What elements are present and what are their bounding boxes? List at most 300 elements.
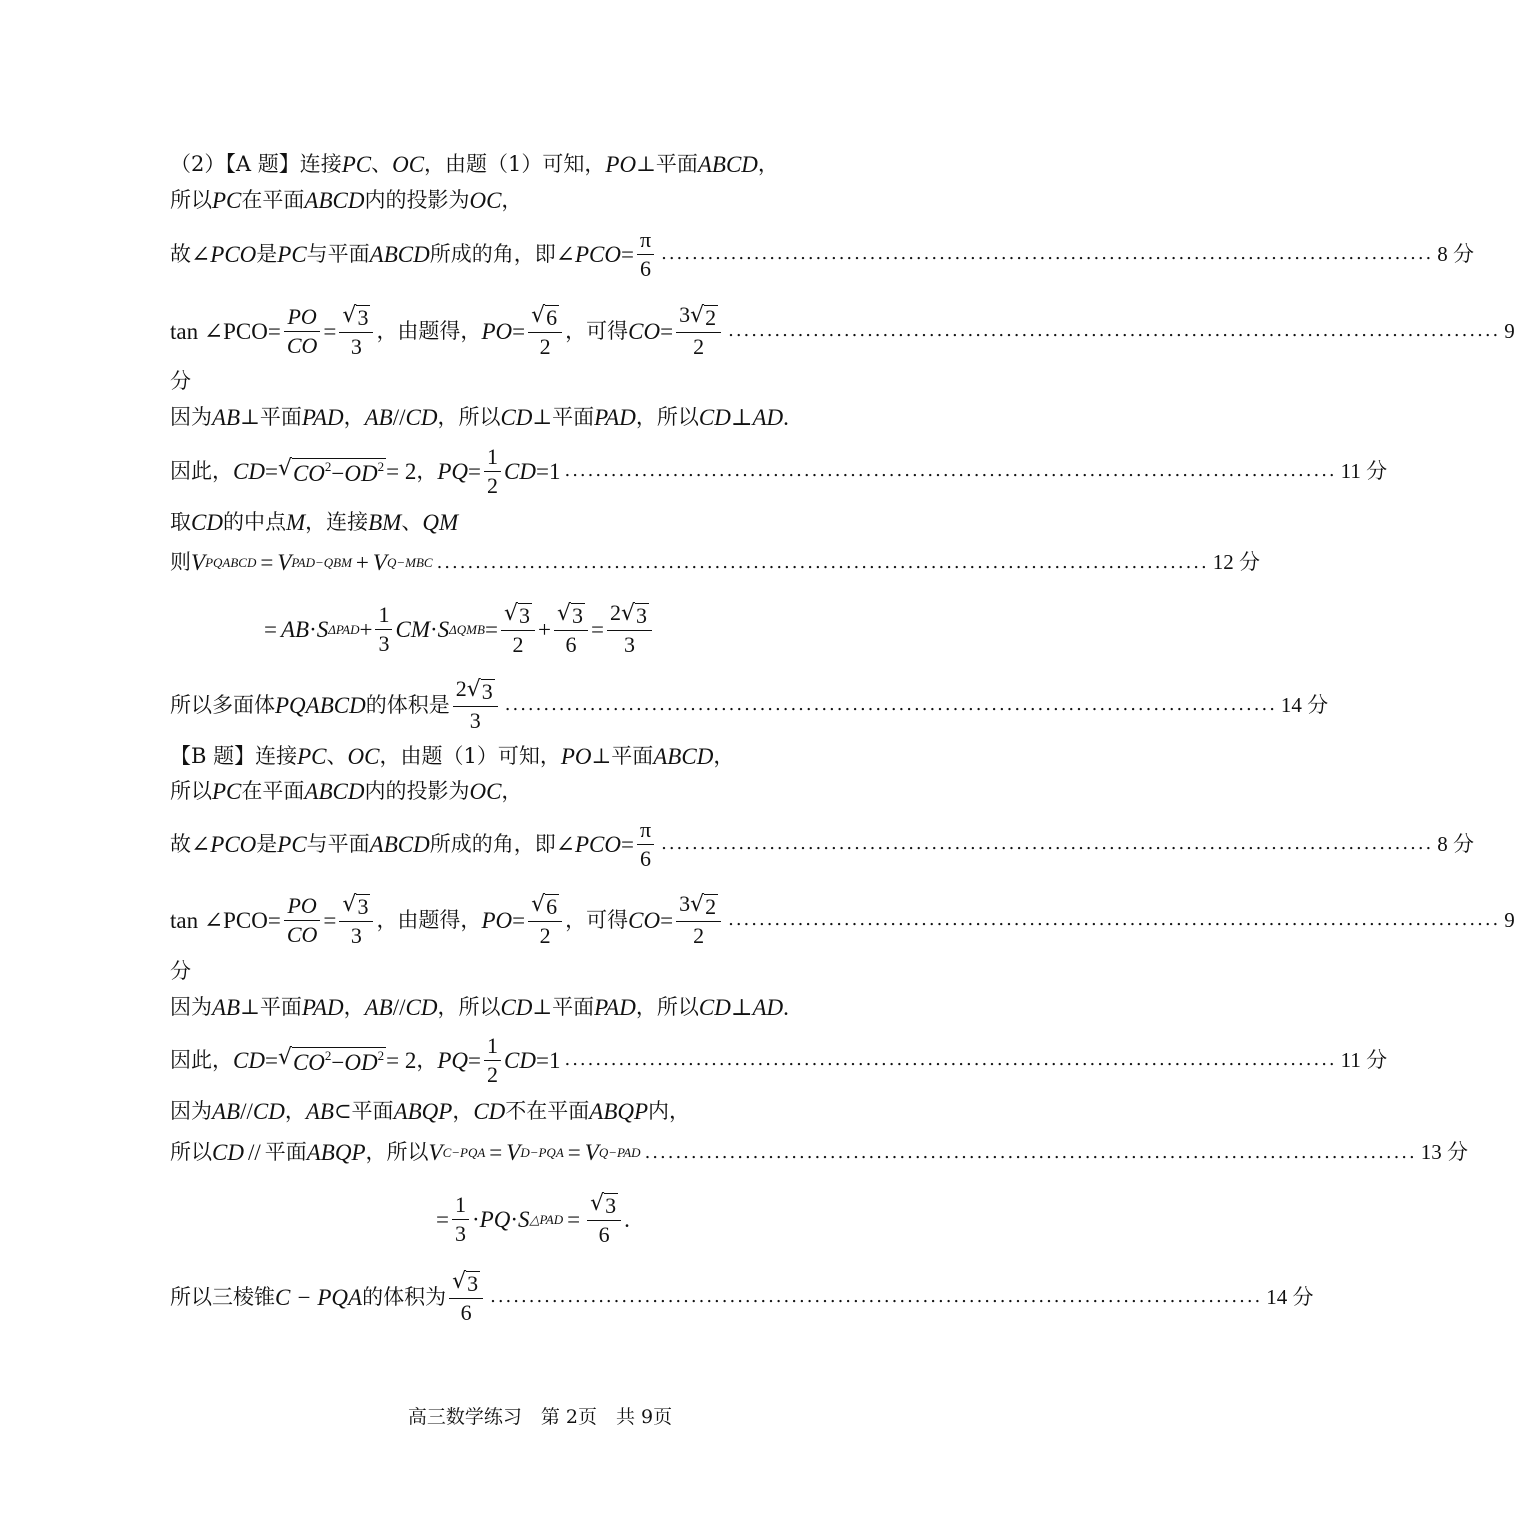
math-var: ABCD bbox=[369, 241, 430, 267]
fraction bbox=[284, 303, 321, 358]
text: ⊥平面 bbox=[532, 995, 595, 1019]
math-var: ABQP bbox=[589, 1099, 649, 1124]
text: 因为 bbox=[170, 1099, 212, 1123]
denominator: 2 bbox=[693, 334, 705, 359]
subscript: Q−PAD bbox=[598, 1145, 641, 1160]
math-var: PO bbox=[605, 152, 637, 177]
equals: = bbox=[436, 1206, 449, 1232]
fraction bbox=[587, 1192, 621, 1246]
equals: = bbox=[323, 907, 337, 933]
text: ， bbox=[284, 1099, 306, 1123]
math-var: OD bbox=[344, 460, 378, 486]
math-var: PC bbox=[297, 744, 327, 769]
equals: = bbox=[323, 318, 337, 344]
math-var: ∠PCO bbox=[555, 241, 622, 267]
fraction bbox=[484, 443, 501, 498]
exponent: 2 bbox=[324, 1047, 332, 1063]
a-line-4 bbox=[170, 302, 1515, 359]
fraction bbox=[501, 602, 535, 656]
text: 因此， bbox=[170, 1047, 233, 1072]
numerator: 3 √ 2 bbox=[676, 893, 721, 922]
numerator: √ 6 bbox=[528, 304, 562, 333]
b-line-3 bbox=[170, 816, 1475, 871]
text: 所以多面体 bbox=[170, 692, 275, 717]
equals: = bbox=[264, 616, 277, 642]
numerator: π bbox=[637, 229, 654, 255]
equals: = bbox=[567, 1140, 581, 1165]
plus: + bbox=[359, 616, 373, 642]
math-var: PQ bbox=[437, 458, 469, 484]
denominator: 2 bbox=[487, 472, 499, 498]
math-var: PO bbox=[481, 318, 513, 344]
leader-dots: .................................................................................................... bbox=[644, 1141, 1417, 1163]
perp-symbol: ⊥ bbox=[730, 995, 753, 1020]
math-var: V bbox=[428, 1140, 443, 1165]
subscript: Q−MBC bbox=[386, 555, 433, 570]
denominator: 2 bbox=[539, 334, 551, 359]
plus: + bbox=[537, 616, 551, 642]
radicand: 6 bbox=[546, 894, 558, 919]
math-var: BM bbox=[368, 510, 402, 535]
equals: = bbox=[590, 616, 604, 642]
text: ，由题（1）可知， bbox=[424, 152, 606, 176]
a-line-8 bbox=[170, 550, 1260, 575]
math-var: M bbox=[285, 510, 306, 535]
equals: = 2 bbox=[386, 458, 417, 484]
math-var: OC bbox=[392, 152, 425, 177]
text: ，所以 bbox=[365, 1140, 429, 1164]
b-line-10 bbox=[170, 1269, 1314, 1325]
math-var: CD bbox=[504, 1047, 536, 1073]
equals: = bbox=[621, 241, 634, 267]
math-var: OC bbox=[469, 779, 502, 804]
text: . bbox=[624, 1206, 630, 1232]
radicand: 3 bbox=[357, 894, 369, 919]
perp-symbol: ⊥ bbox=[730, 405, 753, 430]
numerator: 1 bbox=[484, 446, 501, 472]
text: ， bbox=[501, 188, 523, 212]
math-var: ∠PCO bbox=[555, 831, 622, 857]
math-var: CO bbox=[292, 1049, 325, 1075]
equals: = bbox=[660, 318, 674, 344]
parallel-symbol: // bbox=[247, 1140, 261, 1165]
denominator: 6 bbox=[640, 845, 652, 871]
math-var: AD bbox=[752, 995, 784, 1020]
b-line-4b bbox=[170, 961, 910, 982]
dot: · bbox=[510, 1206, 518, 1232]
score-label: 9 bbox=[1504, 318, 1515, 343]
numerator: 1 bbox=[484, 1035, 501, 1061]
math-var: CO bbox=[628, 907, 661, 933]
leader-dots: .................................................................................................... bbox=[564, 1049, 1337, 1070]
text: （2）【A 题】连接 bbox=[170, 152, 342, 176]
numerator: π bbox=[637, 819, 654, 845]
math-var: OC bbox=[469, 188, 502, 213]
fraction bbox=[554, 602, 588, 656]
radicand: 3 bbox=[571, 603, 583, 628]
numerator: PO bbox=[284, 895, 319, 921]
numerator: PO bbox=[284, 306, 319, 332]
fraction bbox=[452, 1191, 469, 1246]
equals: =1 bbox=[535, 458, 561, 484]
sqrt-expr: √ $CO^2-OD^2$ bbox=[277, 1044, 385, 1075]
text: 则 bbox=[170, 550, 191, 574]
text: ，可得 bbox=[565, 318, 629, 343]
math-var: C − PQA bbox=[275, 1284, 363, 1310]
math-var: ABQP bbox=[306, 1140, 366, 1165]
subscript: C−PQA bbox=[442, 1145, 486, 1160]
radicand: 2 bbox=[705, 305, 717, 330]
text: 故 bbox=[170, 241, 191, 266]
math-var: CD bbox=[698, 995, 731, 1020]
text: 的中点 bbox=[222, 510, 286, 534]
radicand: 3 bbox=[467, 1271, 479, 1296]
math-var: ABCD bbox=[653, 744, 714, 769]
denominator: CO bbox=[286, 332, 318, 358]
math-var: ABCD bbox=[697, 152, 758, 177]
text: . bbox=[783, 995, 789, 1020]
equals: = bbox=[264, 458, 278, 484]
denominator: 3 bbox=[623, 632, 635, 657]
leader-dots: .................................................................................................... bbox=[490, 1286, 1263, 1307]
subscript: PAD−QBM bbox=[291, 555, 352, 570]
math-var: PAD bbox=[594, 405, 636, 430]
a-line-1 bbox=[170, 153, 910, 176]
fraction bbox=[339, 893, 373, 947]
math-var: CD bbox=[473, 1099, 506, 1124]
equals: = bbox=[567, 1206, 581, 1232]
text: ⊥平面 bbox=[240, 405, 302, 429]
fraction bbox=[528, 304, 562, 358]
subscript: △PAD bbox=[529, 1211, 564, 1227]
text: 在平面 bbox=[241, 188, 305, 212]
text: . bbox=[783, 405, 789, 430]
leader-dots: .................................................................................................... bbox=[564, 460, 1337, 481]
text: 内， bbox=[648, 1099, 691, 1123]
denominator: 6 bbox=[598, 1222, 610, 1247]
fraction bbox=[637, 226, 654, 281]
math-var: PAD bbox=[594, 995, 636, 1020]
equals: =1 bbox=[535, 1047, 561, 1073]
math-var: CD bbox=[698, 405, 731, 430]
leader-dots: .................................................................................................... bbox=[661, 243, 1434, 264]
subscript: PQABCD bbox=[205, 555, 257, 570]
math-var: CD bbox=[233, 1047, 265, 1073]
text: ，连接 bbox=[305, 510, 369, 534]
dot: · bbox=[429, 616, 438, 642]
score-label: 13 分 bbox=[1420, 1140, 1468, 1164]
exponent: 2 bbox=[377, 458, 385, 474]
denominator: 2 bbox=[539, 923, 551, 948]
leader-dots: .................................................................................................... bbox=[504, 694, 1277, 715]
equals: = bbox=[484, 616, 498, 642]
radicand: 3 bbox=[605, 1193, 617, 1218]
math-var: CD bbox=[500, 405, 533, 430]
equals: = 2 bbox=[386, 1047, 417, 1073]
math-var: AB bbox=[280, 616, 310, 642]
coefficient: 2 bbox=[609, 600, 621, 625]
math-var: PC bbox=[212, 188, 242, 213]
math-var: AB bbox=[212, 1099, 241, 1124]
score-label: 11 分 bbox=[1340, 1047, 1388, 1072]
minus: − bbox=[331, 1049, 345, 1075]
numerator: 2 √ 3 bbox=[453, 678, 498, 707]
fraction bbox=[637, 816, 654, 871]
text: ， bbox=[452, 1099, 474, 1123]
text: 取 bbox=[170, 510, 191, 534]
math-var: OD bbox=[344, 1049, 378, 1075]
equals: = bbox=[267, 907, 281, 933]
parallel-symbol: // bbox=[240, 1099, 253, 1124]
denominator: 6 bbox=[640, 255, 652, 281]
b-line-2 bbox=[170, 780, 910, 803]
fraction bbox=[284, 892, 321, 947]
text: 所成的角，即 bbox=[429, 831, 556, 856]
text: ， bbox=[757, 152, 779, 176]
math-var: QM bbox=[422, 510, 459, 535]
numerator: 1 bbox=[452, 1194, 469, 1220]
leader-dots: .................................................................................................... bbox=[661, 833, 1434, 854]
text: 是 bbox=[256, 831, 278, 856]
math-var: V bbox=[277, 550, 292, 575]
text: 所以 bbox=[170, 779, 212, 803]
a-line-5 bbox=[170, 406, 910, 429]
text: 平面 bbox=[264, 1140, 307, 1164]
text: 因为 bbox=[170, 995, 212, 1019]
b-line-4 bbox=[170, 891, 1515, 948]
exponent: 2 bbox=[377, 1047, 385, 1063]
radicand: 3 bbox=[518, 603, 530, 628]
math-var: ABQP bbox=[393, 1099, 453, 1124]
equals: = bbox=[621, 831, 634, 857]
math-var: S bbox=[437, 616, 450, 642]
text: 内的投影为 bbox=[364, 779, 470, 803]
text: 、 bbox=[326, 744, 348, 768]
math-var: PO bbox=[560, 744, 592, 769]
text: 在平面 bbox=[241, 779, 305, 803]
numerator: √ 3 bbox=[339, 304, 373, 333]
numerator: √ 3 bbox=[554, 602, 588, 631]
text: ⊂平面 bbox=[333, 1099, 394, 1123]
fraction bbox=[676, 304, 721, 358]
math-var: AB bbox=[364, 995, 393, 1020]
numerator: 2 √ 3 bbox=[607, 602, 652, 631]
math-expr: tan ∠PCO bbox=[170, 907, 268, 933]
score-label: 14 分 bbox=[1280, 692, 1329, 717]
a-line-6 bbox=[170, 443, 1388, 498]
denominator: 3 bbox=[350, 923, 362, 948]
math-var: CD bbox=[500, 995, 533, 1020]
text: 因为 bbox=[170, 405, 212, 429]
math-var: AB bbox=[212, 405, 241, 430]
score-label: 11 分 bbox=[1340, 458, 1388, 483]
radicand: 2 bbox=[705, 894, 717, 919]
math-var: CM bbox=[395, 616, 430, 642]
numerator: 3 √ 2 bbox=[676, 304, 721, 333]
a-line-4b bbox=[170, 371, 910, 392]
fraction bbox=[375, 601, 392, 656]
text: 是 bbox=[256, 241, 278, 266]
text: ， bbox=[343, 995, 365, 1019]
fraction bbox=[676, 893, 721, 947]
b-line-7 bbox=[170, 1100, 910, 1123]
math-var: CD bbox=[504, 458, 536, 484]
math-var: PAD bbox=[301, 405, 344, 430]
equals: = bbox=[260, 550, 274, 575]
text: 所成的角，即 bbox=[429, 241, 556, 266]
math-var: AB bbox=[212, 995, 241, 1020]
math-var: AB bbox=[305, 1099, 334, 1124]
math-var: ∠PCO bbox=[191, 241, 257, 267]
denominator: 6 bbox=[460, 1300, 472, 1325]
denominator: 2 bbox=[693, 923, 705, 948]
score-label: 8 分 bbox=[1437, 831, 1475, 856]
exponent: 2 bbox=[324, 458, 332, 474]
math-var: CO bbox=[292, 460, 325, 486]
text: 因此， bbox=[170, 458, 233, 483]
text: ，所以 bbox=[437, 995, 501, 1019]
text: ， bbox=[713, 744, 735, 768]
denominator: 2 bbox=[512, 632, 524, 657]
page-footer: 高三数学练习 第 2页 共 9页 bbox=[407, 1406, 673, 1428]
score-label: 12 分 bbox=[1212, 550, 1260, 574]
numerator: √ 3 bbox=[339, 893, 373, 922]
fraction bbox=[607, 602, 652, 656]
score-unit: 分 bbox=[170, 369, 191, 393]
text: ，可得 bbox=[565, 907, 629, 932]
math-var: PO bbox=[481, 907, 513, 933]
text: 所以 bbox=[170, 1140, 212, 1164]
math-var: V bbox=[191, 550, 206, 575]
math-var: ABCD bbox=[369, 831, 430, 857]
math-var: PC bbox=[277, 831, 307, 857]
text: 与平面 bbox=[306, 831, 370, 856]
text: 内的投影为 bbox=[364, 188, 470, 212]
text: 的体积为 bbox=[362, 1284, 447, 1309]
math-var: CD bbox=[212, 1140, 244, 1165]
math-var: PQABCD bbox=[275, 692, 366, 718]
denominator: 3 bbox=[350, 334, 362, 359]
text: ，所以 bbox=[635, 405, 699, 429]
math-var: OC bbox=[347, 744, 380, 769]
denominator: 3 bbox=[469, 708, 481, 733]
text: 故 bbox=[170, 831, 191, 856]
equals: = bbox=[512, 318, 526, 344]
a-line-9 bbox=[264, 602, 1004, 656]
text: 的体积是 bbox=[365, 692, 450, 717]
math-var: ABCD bbox=[304, 188, 365, 213]
equals: = bbox=[468, 458, 482, 484]
math-var: S bbox=[316, 616, 329, 642]
b-line-8 bbox=[170, 1140, 1468, 1165]
radicand: 3 bbox=[481, 679, 493, 704]
subscript: ΔQMB bbox=[449, 621, 485, 637]
a-line-2 bbox=[170, 189, 910, 212]
leader-dots: .................................................................................................... bbox=[728, 320, 1501, 341]
math-var: PAD bbox=[301, 995, 344, 1020]
text: 【B 题】连接 bbox=[170, 744, 298, 768]
equals: = bbox=[468, 1047, 482, 1073]
numerator: √ 3 bbox=[449, 1270, 483, 1299]
text: ⊥平面 bbox=[240, 995, 302, 1019]
equals: = bbox=[660, 907, 674, 933]
text: 所以三棱锥 bbox=[170, 1284, 275, 1309]
text: ，所以 bbox=[635, 995, 699, 1019]
minus: − bbox=[331, 460, 345, 486]
a-line-7 bbox=[170, 511, 910, 534]
text: ⊥平面 bbox=[636, 152, 698, 176]
math-var: PC bbox=[341, 152, 372, 177]
equals: = bbox=[267, 318, 281, 344]
fraction bbox=[339, 304, 373, 358]
leader-dots: .................................................................................................... bbox=[728, 909, 1501, 930]
math-var: ∠PCO bbox=[191, 831, 257, 857]
denominator: 3 bbox=[454, 1220, 466, 1246]
text: ，由题得， bbox=[376, 318, 482, 343]
a-line-10 bbox=[170, 676, 1329, 733]
sqrt-expr: √ $CO^2-OD^2$ bbox=[277, 455, 385, 486]
math-var: CO bbox=[628, 318, 661, 344]
math-var: CD bbox=[405, 995, 438, 1020]
text: 、 bbox=[401, 510, 423, 534]
text: 所以 bbox=[170, 188, 212, 212]
text: 不在平面 bbox=[505, 1099, 590, 1123]
math-var: V bbox=[584, 1140, 599, 1165]
score-label: 9 bbox=[1504, 907, 1515, 932]
coefficient: 2 bbox=[455, 676, 467, 701]
math-var: CD bbox=[252, 1099, 285, 1124]
parallel-symbol: // bbox=[392, 405, 406, 430]
numerator: 1 bbox=[375, 604, 392, 630]
b-line-9 bbox=[436, 1192, 696, 1246]
math-var: CD bbox=[233, 458, 265, 484]
text: ， bbox=[343, 405, 365, 429]
numerator: √ 6 bbox=[528, 893, 562, 922]
math-var: ABCD bbox=[304, 779, 365, 804]
a-line-3 bbox=[170, 226, 1475, 281]
dot: · bbox=[309, 616, 317, 642]
b-line-5 bbox=[170, 996, 910, 1019]
math-var: PC bbox=[212, 779, 242, 804]
radicand: 3 bbox=[357, 305, 369, 330]
subscript: D−PQA bbox=[520, 1145, 564, 1160]
text: ， bbox=[416, 1047, 438, 1072]
fraction bbox=[449, 1270, 483, 1324]
text: ⊥平面 bbox=[532, 405, 595, 429]
parallel-symbol: // bbox=[392, 995, 406, 1020]
math-var: S bbox=[518, 1206, 530, 1232]
denominator: 2 bbox=[487, 1061, 499, 1087]
equals: = bbox=[489, 1140, 503, 1165]
coefficient: 3 bbox=[679, 302, 691, 327]
math-var: PQ bbox=[437, 1047, 469, 1073]
math-var: PC bbox=[277, 241, 307, 267]
denominator: 6 bbox=[565, 632, 577, 657]
math-var: V bbox=[372, 550, 387, 575]
text: ，由题（1）可知， bbox=[379, 744, 561, 768]
subscript: ΔPAD bbox=[328, 621, 360, 637]
fraction bbox=[453, 678, 498, 732]
score-unit: 分 bbox=[170, 959, 191, 983]
denominator: 3 bbox=[378, 630, 390, 656]
text: ⊥平面 bbox=[591, 744, 654, 768]
math-expr: tan ∠PCO bbox=[170, 318, 268, 344]
math-var: CD bbox=[405, 405, 438, 430]
text: ，所以 bbox=[437, 405, 501, 429]
fraction bbox=[484, 1032, 501, 1087]
plus: + bbox=[355, 550, 369, 575]
b-line-6 bbox=[170, 1032, 1388, 1087]
